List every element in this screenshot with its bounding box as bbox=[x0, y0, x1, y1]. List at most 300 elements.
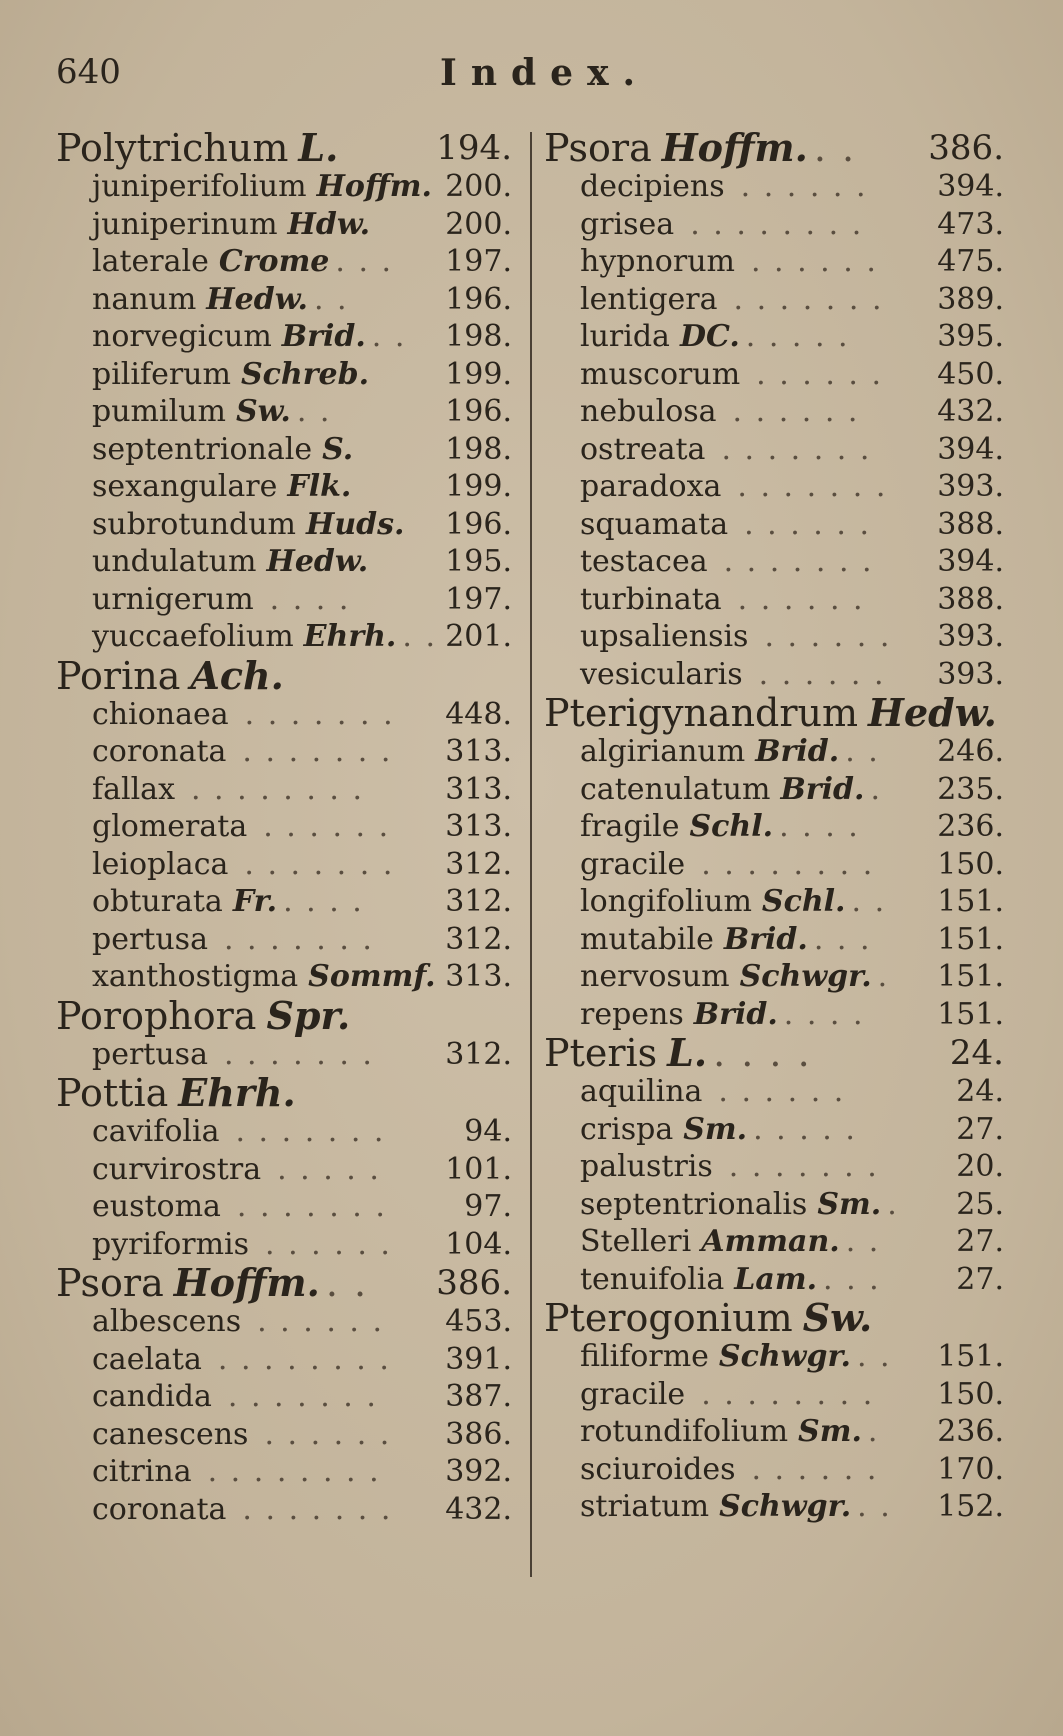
entry-name bbox=[56, 468, 357, 506]
index-species-entry bbox=[544, 206, 1004, 244]
page-reference: 235. bbox=[937, 771, 1004, 807]
index-species-entry bbox=[544, 431, 1004, 469]
taxon-author: Huds. bbox=[306, 506, 405, 542]
index-column-left bbox=[56, 125, 512, 1528]
taxon-name: ostreata bbox=[580, 431, 706, 467]
index-species-entry bbox=[56, 771, 512, 809]
entry-name bbox=[544, 1451, 878, 1489]
taxon-name: algirianum bbox=[580, 734, 746, 769]
entry-name bbox=[56, 1188, 387, 1226]
taxon-name: hypnorum bbox=[580, 244, 735, 279]
entry-name bbox=[544, 618, 891, 656]
page-reference: 386. bbox=[445, 1416, 512, 1452]
index-species-entry bbox=[544, 506, 1004, 544]
taxon-author: Spr. bbox=[266, 992, 351, 1038]
index-species-entry bbox=[544, 281, 1004, 319]
index-genus-entry bbox=[56, 125, 512, 170]
taxon-name: filiforme bbox=[580, 1339, 709, 1374]
entry-name bbox=[56, 1260, 369, 1305]
page-reference: 450. bbox=[937, 356, 1004, 392]
page-reference: 313. bbox=[445, 734, 512, 769]
taxon-name: catenulatum bbox=[580, 771, 771, 807]
entry-name bbox=[544, 581, 865, 619]
index-species-entry bbox=[56, 206, 512, 244]
taxon-name: candida bbox=[92, 1379, 212, 1414]
entry-name bbox=[56, 125, 344, 170]
taxon-name: subrotundum bbox=[92, 506, 296, 542]
index-species-entry bbox=[56, 921, 512, 959]
index-species-entry bbox=[544, 581, 1004, 619]
taxon-name: citrina bbox=[92, 1454, 192, 1489]
page-reference: 312. bbox=[445, 1036, 512, 1072]
index-species-entry bbox=[544, 1186, 1004, 1224]
taxon-name: crispa bbox=[580, 1111, 674, 1147]
page-reference: 25. bbox=[956, 1186, 1004, 1222]
taxon-name: turbinata bbox=[580, 581, 722, 617]
taxon-name: Psora bbox=[56, 1261, 164, 1305]
index-species-entry bbox=[544, 808, 1004, 846]
entry-name bbox=[56, 1303, 384, 1341]
leader-dots: . . bbox=[845, 1224, 881, 1259]
taxon-name: nervosum bbox=[580, 959, 730, 994]
page-reference: 199. bbox=[445, 469, 512, 504]
page-reference: 24. bbox=[956, 1074, 1004, 1109]
taxon-name: curvirostra bbox=[92, 1151, 262, 1187]
taxon-name: yuccaefolium bbox=[92, 619, 294, 654]
leader-dots: . . bbox=[845, 734, 880, 769]
page-reference: 197. bbox=[445, 581, 512, 617]
taxon-name: Pterigynandrum bbox=[544, 691, 859, 735]
taxon-name: sexangulare bbox=[92, 469, 278, 504]
index-species-entry bbox=[544, 356, 1004, 394]
index-species-entry bbox=[56, 883, 512, 921]
page-reference: 395. bbox=[937, 319, 1004, 354]
leader-dots: . bbox=[877, 959, 890, 994]
index-species-entry bbox=[56, 1188, 512, 1226]
index-species-entry bbox=[56, 168, 512, 206]
page-reference: 198. bbox=[445, 319, 512, 354]
page-reference: 200. bbox=[445, 169, 512, 204]
index-species-entry bbox=[544, 543, 1004, 581]
page-reference: 198. bbox=[445, 431, 512, 467]
taxon-name: gracile bbox=[580, 846, 686, 882]
index-species-entry bbox=[544, 656, 1004, 694]
index-species-entry bbox=[544, 846, 1004, 884]
index-species-entry bbox=[56, 696, 512, 734]
index-species-entry bbox=[56, 468, 512, 506]
index-species-entry bbox=[544, 393, 1004, 431]
index-species-entry bbox=[56, 618, 512, 656]
taxon-name: chionaea bbox=[92, 696, 229, 732]
entry-name bbox=[56, 618, 437, 656]
entry-name bbox=[56, 808, 390, 846]
index-species-entry bbox=[56, 846, 512, 884]
taxon-author: Brid. bbox=[693, 996, 778, 1032]
entry-name bbox=[56, 281, 349, 319]
taxon-name: albescens bbox=[92, 1304, 242, 1339]
leader-dots: . . . . . . . bbox=[244, 696, 395, 732]
index-column-right bbox=[544, 125, 1004, 1526]
leader-dots: . . . . . . bbox=[732, 394, 860, 429]
entry-name bbox=[544, 808, 860, 846]
taxon-author: Amman. bbox=[701, 1224, 840, 1259]
page-reference: 393. bbox=[937, 656, 1004, 692]
index-species-entry bbox=[544, 1451, 1004, 1489]
page-reference: 473. bbox=[937, 206, 1004, 242]
entry-name bbox=[544, 1030, 812, 1075]
page-reference: 197. bbox=[445, 244, 512, 279]
page-reference: 94. bbox=[464, 1114, 512, 1149]
entry-name bbox=[544, 690, 1003, 735]
index-species-entry bbox=[544, 1111, 1004, 1149]
entry-name bbox=[56, 883, 364, 921]
entry-name bbox=[544, 1073, 845, 1111]
leader-dots: . . . . . . . bbox=[236, 1189, 387, 1224]
taxon-name: lurida bbox=[580, 319, 670, 354]
page-reference: 194. bbox=[436, 128, 512, 168]
index-species-entry bbox=[544, 618, 1004, 656]
page-reference: 27. bbox=[956, 1261, 1004, 1297]
leader-dots: . . . . . bbox=[753, 1111, 857, 1147]
taxon-name: Porina bbox=[56, 653, 181, 698]
taxon-name: lentigera bbox=[580, 281, 718, 317]
page-reference: 104. bbox=[445, 1226, 512, 1262]
taxon-name: urnigerum bbox=[92, 581, 254, 617]
entry-name bbox=[56, 1151, 381, 1189]
entry-name bbox=[56, 1113, 385, 1151]
index-species-entry bbox=[544, 1073, 1004, 1111]
index-species-entry bbox=[544, 958, 1004, 996]
taxon-name: paradoxa bbox=[580, 469, 722, 504]
index-species-entry bbox=[544, 1376, 1004, 1414]
leader-dots: . . bbox=[296, 394, 332, 429]
page-reference: 312. bbox=[445, 921, 512, 957]
taxon-author: Ehrh. bbox=[178, 1070, 296, 1115]
leader-dots: . . bbox=[325, 1261, 369, 1305]
leader-dots: . . . . . . bbox=[744, 506, 871, 542]
entry-name bbox=[544, 356, 883, 394]
leader-dots: . . . bbox=[335, 244, 394, 279]
page-reference: 152. bbox=[937, 1489, 1004, 1524]
taxon-author: Crome bbox=[218, 244, 330, 279]
page-reference: 101. bbox=[445, 1151, 512, 1187]
index-species-entry bbox=[56, 1151, 512, 1189]
taxon-author: Sw. bbox=[235, 394, 291, 429]
entry-name bbox=[56, 206, 376, 244]
page-reference: 201. bbox=[445, 619, 512, 654]
taxon-author: Brid. bbox=[755, 734, 840, 769]
page-reference: 313. bbox=[445, 959, 512, 994]
taxon-name: coronata bbox=[92, 734, 227, 769]
taxon-author: DC. bbox=[679, 319, 740, 354]
page-reference: 313. bbox=[445, 771, 512, 807]
entry-name bbox=[544, 1223, 880, 1261]
entry-name bbox=[544, 1488, 892, 1526]
index-genus-entry bbox=[544, 690, 1004, 735]
taxon-name: leioplaca bbox=[92, 846, 229, 882]
entry-name bbox=[56, 431, 359, 469]
page-reference: 196. bbox=[445, 281, 512, 317]
taxon-author: Ach. bbox=[190, 652, 284, 698]
leader-dots: . . bbox=[402, 619, 437, 654]
page-reference: 246. bbox=[937, 734, 1004, 769]
entry-name bbox=[56, 652, 290, 698]
leader-dots: . . . . . . bbox=[756, 356, 884, 392]
taxon-author: Sm. bbox=[683, 1111, 748, 1147]
leader-dots: . . bbox=[857, 1489, 892, 1524]
page-reference: 196. bbox=[445, 506, 512, 542]
taxon-author: L. bbox=[298, 125, 339, 170]
page-reference: 150. bbox=[937, 846, 1004, 882]
index-genus-entry bbox=[56, 1260, 512, 1305]
page-reference: 151. bbox=[937, 1339, 1004, 1374]
entry-name bbox=[56, 543, 374, 581]
index-genus-entry bbox=[544, 125, 1004, 170]
leader-dots: . . . . . . bbox=[751, 1451, 879, 1487]
page-reference: 387. bbox=[445, 1379, 512, 1414]
page-reference: 475. bbox=[937, 244, 1004, 279]
leader-dots: . . . . bbox=[713, 1031, 812, 1075]
taxon-author: Flk. bbox=[287, 469, 352, 504]
leader-dots: . . . . . . . bbox=[733, 281, 884, 317]
index-species-entry bbox=[544, 1261, 1004, 1299]
page-reference: 170. bbox=[937, 1451, 1004, 1487]
entry-name bbox=[544, 431, 871, 469]
index-species-entry bbox=[544, 771, 1004, 809]
entry-name bbox=[56, 318, 406, 356]
leader-dots: . . . . . . . bbox=[244, 846, 395, 882]
taxon-name: juniperifolium bbox=[92, 169, 307, 204]
taxon-name: striatum bbox=[580, 1489, 710, 1524]
leader-dots: . . . . . . . . bbox=[217, 1341, 391, 1377]
page-reference: 151. bbox=[937, 959, 1004, 994]
entry-name bbox=[56, 356, 375, 394]
index-species-entry bbox=[56, 243, 512, 281]
page-reference: 389. bbox=[937, 281, 1004, 317]
index-genus-entry bbox=[544, 1295, 1004, 1340]
index-species-entry bbox=[56, 1416, 512, 1454]
entry-name bbox=[56, 581, 350, 619]
leader-dots: . . . . . . . . bbox=[190, 771, 365, 807]
entry-name bbox=[544, 468, 887, 506]
index-species-entry bbox=[56, 1226, 512, 1264]
taxon-author: Hoffm. bbox=[173, 1260, 320, 1305]
entry-name bbox=[544, 1295, 878, 1340]
leader-dots: . . bbox=[371, 319, 407, 354]
leader-dots: . . . . . . . bbox=[242, 1491, 393, 1527]
entry-name bbox=[56, 958, 442, 996]
entry-name bbox=[544, 1338, 892, 1376]
entry-name bbox=[544, 996, 865, 1034]
index-species-entry bbox=[56, 958, 512, 996]
taxon-name: septentrionale bbox=[92, 431, 313, 467]
leader-dots: . . . . . . bbox=[737, 581, 865, 617]
taxon-name: coronata bbox=[92, 1491, 227, 1527]
leader-dots: . . . . . bbox=[277, 1151, 381, 1187]
page-reference: 313. bbox=[445, 809, 512, 844]
taxon-author: Schwgr. bbox=[718, 1339, 851, 1374]
taxon-name: pertusa bbox=[92, 921, 208, 957]
entry-name bbox=[544, 846, 874, 884]
taxon-name: longifolium bbox=[580, 884, 752, 919]
taxon-name: nebulosa bbox=[580, 394, 717, 429]
entry-name bbox=[56, 1036, 374, 1074]
page-reference: 312. bbox=[445, 846, 512, 882]
entry-name bbox=[544, 168, 868, 206]
taxon-author: Hdw. bbox=[287, 206, 371, 242]
index-species-entry bbox=[56, 1113, 512, 1151]
index-species-entry bbox=[544, 733, 1004, 771]
entry-name bbox=[56, 243, 393, 281]
index-species-entry bbox=[544, 168, 1004, 206]
leader-dots: . . . bbox=[823, 1261, 881, 1297]
index-species-entry bbox=[56, 733, 512, 771]
leader-dots: . . . . bbox=[269, 581, 351, 617]
index-species-entry bbox=[544, 318, 1004, 356]
taxon-name: Psora bbox=[544, 126, 652, 170]
index-species-entry bbox=[56, 318, 512, 356]
taxon-name: cavifolia bbox=[92, 1114, 220, 1149]
page-reference: 312. bbox=[445, 884, 512, 919]
taxon-author: Ehrh. bbox=[303, 619, 397, 654]
index-species-entry bbox=[56, 808, 512, 846]
taxon-author: Sommf. bbox=[308, 959, 436, 994]
entry-name bbox=[544, 318, 850, 356]
leader-dots: . . . . . . . bbox=[242, 734, 393, 769]
leader-dots: . bbox=[887, 1186, 899, 1222]
page-reference: 432. bbox=[445, 1491, 512, 1527]
taxon-author: Schl. bbox=[689, 809, 774, 844]
leader-dots: . . . . bbox=[283, 884, 364, 919]
taxon-author: Schreb. bbox=[240, 356, 370, 392]
index-species-entry bbox=[56, 1378, 512, 1416]
taxon-author: S. bbox=[322, 431, 354, 467]
taxon-name: gracile bbox=[580, 1376, 686, 1412]
entry-name bbox=[56, 1226, 392, 1264]
index-species-entry bbox=[56, 393, 512, 431]
entry-name bbox=[544, 1111, 857, 1149]
taxon-name: grisea bbox=[580, 206, 675, 242]
taxon-name: obturata bbox=[92, 884, 223, 919]
leader-dots: . . . . . . bbox=[750, 244, 878, 279]
page-reference: 388. bbox=[937, 581, 1004, 617]
page-reference: 391. bbox=[445, 1341, 512, 1377]
index-species-entry bbox=[56, 1303, 512, 1341]
page-reference: 151. bbox=[937, 921, 1004, 957]
index-species-entry bbox=[56, 543, 512, 581]
entry-name bbox=[56, 1491, 392, 1529]
entry-name bbox=[56, 733, 392, 771]
taxon-author: Brid. bbox=[780, 771, 865, 807]
taxon-name: Stelleri bbox=[580, 1224, 692, 1259]
taxon-name: laterale bbox=[92, 244, 209, 279]
index-species-entry bbox=[56, 506, 512, 544]
entry-name bbox=[544, 506, 871, 544]
index-genus-entry bbox=[56, 652, 512, 698]
index-species-entry bbox=[56, 431, 512, 469]
page-reference: 200. bbox=[445, 206, 512, 242]
index-species-entry bbox=[56, 356, 512, 394]
leader-dots: . . . . . . . . bbox=[701, 846, 875, 882]
entry-name bbox=[56, 1378, 378, 1416]
entry-name bbox=[544, 393, 859, 431]
taxon-name: Pteris bbox=[544, 1031, 658, 1075]
leader-dots: . . . . . . bbox=[740, 169, 868, 204]
leader-dots: . . bbox=[313, 281, 349, 317]
entry-name bbox=[56, 921, 374, 959]
taxon-name: squamata bbox=[580, 506, 729, 542]
entry-name bbox=[56, 506, 410, 544]
taxon-name: palustris bbox=[580, 1149, 713, 1184]
taxon-author: Hedw. bbox=[266, 544, 369, 579]
taxon-author: L. bbox=[667, 1030, 708, 1075]
leader-dots: . . . . bbox=[783, 996, 865, 1032]
index-species-entry bbox=[544, 1148, 1004, 1186]
index-species-entry bbox=[544, 1488, 1004, 1526]
page-reference: 392. bbox=[445, 1454, 512, 1489]
taxon-name: mutabile bbox=[580, 921, 714, 957]
entry-name bbox=[544, 656, 886, 694]
page-reference: 236. bbox=[937, 809, 1004, 844]
leader-dots: . . . . . . bbox=[265, 1226, 392, 1262]
taxon-author: Schl. bbox=[761, 884, 846, 919]
index-species-entry bbox=[56, 581, 512, 619]
taxon-author: Sm. bbox=[817, 1186, 882, 1222]
page-reference: 27. bbox=[956, 1111, 1004, 1147]
index-species-entry bbox=[544, 1413, 1004, 1451]
page-reference: 97. bbox=[464, 1189, 512, 1224]
entry-name bbox=[56, 1341, 391, 1379]
index-species-entry bbox=[56, 1491, 512, 1529]
leader-dots: . . . . . . . . bbox=[690, 206, 864, 242]
taxon-name: Porophora bbox=[56, 993, 257, 1038]
entry-name bbox=[544, 921, 872, 959]
taxon-name: Polytrichum bbox=[56, 126, 289, 170]
page-reference: 393. bbox=[937, 619, 1004, 654]
entry-name bbox=[544, 883, 886, 921]
entry-name bbox=[56, 1070, 302, 1115]
page-reference: 432. bbox=[937, 394, 1004, 429]
index-genus-entry bbox=[544, 1030, 1004, 1075]
page-reference: 150. bbox=[937, 1376, 1004, 1412]
index-species-entry bbox=[56, 1341, 512, 1379]
taxon-name: pertusa bbox=[92, 1036, 208, 1072]
page-reference: 196. bbox=[445, 394, 512, 429]
taxon-name: undulatum bbox=[92, 544, 257, 579]
index-species-entry bbox=[544, 1338, 1004, 1376]
entry-name bbox=[544, 771, 882, 809]
entry-name bbox=[544, 733, 880, 771]
taxon-name: eustoma bbox=[92, 1189, 221, 1224]
index-species-entry bbox=[544, 996, 1004, 1034]
index-species-entry bbox=[544, 1223, 1004, 1261]
taxon-name: aquilina bbox=[580, 1074, 703, 1109]
entry-name bbox=[544, 1376, 874, 1414]
leader-dots: . . . . . . . bbox=[721, 431, 872, 467]
taxon-name: fallax bbox=[92, 771, 175, 807]
page-reference: 20. bbox=[956, 1149, 1004, 1184]
taxon-name: sciuroides bbox=[580, 1451, 736, 1487]
taxon-author: Lam. bbox=[734, 1261, 818, 1297]
leader-dots: . . . . . . bbox=[264, 1416, 392, 1452]
taxon-author: Sm. bbox=[798, 1414, 862, 1449]
page-reference: 199. bbox=[445, 356, 512, 392]
taxon-name: upsaliensis bbox=[580, 619, 749, 654]
entry-name bbox=[56, 168, 438, 206]
taxon-name: decipiens bbox=[580, 169, 725, 204]
leader-dots: . . . . . bbox=[745, 319, 850, 354]
page-reference: 453. bbox=[445, 1304, 512, 1339]
